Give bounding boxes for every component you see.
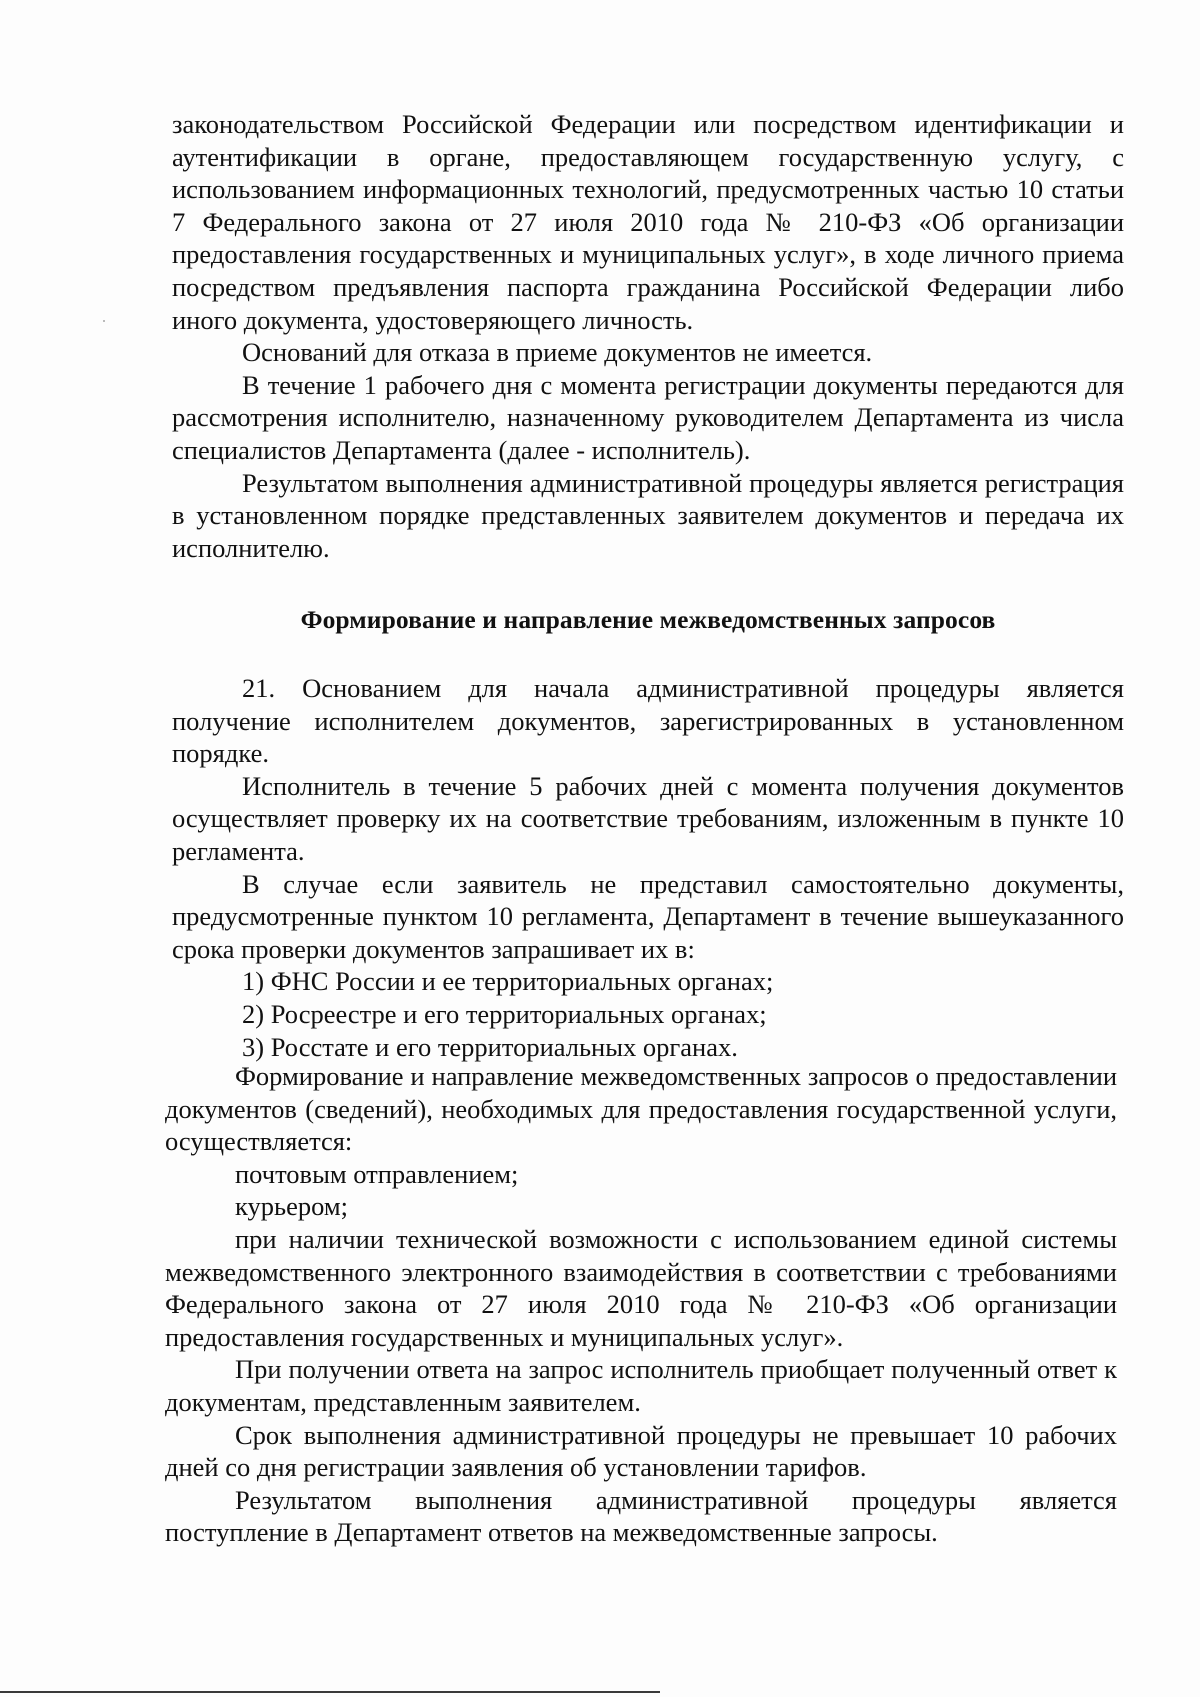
paragraph: Оснований для отказа в приеме документов не имеется. [242,337,873,368]
paragraph: В случае если заявитель не представил самостоятельно документы, предусмотренные пунктом 10 регламента, Департамент в течение вышеуказанного срока проверки документов запрашивает их в: [172,868,1124,964]
scan-speck [103,320,105,322]
paragraph: законодательством Российской Федерации или посредством идентификации и аутентификации в органе, предоставляющем государственную услугу, с использованием информационных технологий, предусмотренных частью 10 статьи 7 Федерального закона от 27 июля 2010 года № 210-ФЗ «Об организации предоставления государственных и муниципальных услуг», в ходе личного приема посредством предъявления паспорта гражданина Российской Федерации либо иного документа, удостоверяющего личность. [172,109,1124,335]
list-item: 3) Росстате и его территориальных органах. [242,1031,738,1062]
paragraph: Формирование и направление межведомственных запросов о предоставлении документов (сведений), необходимых для предоставления государственной услуги, осуществляется: [165,1061,1117,1157]
text-block-interagency-requests [172,672,1124,1063]
section-heading: Формирование и направление межведомственных запросов [300,605,996,634]
paragraph: при наличии технической возможности с использованием единой системы межведомственного электронного взаимодействия в соответствии с требованиями Федерального закона от 27 июля 2010 года № 210-ФЗ «Об организации предоставления государственных и муниципальных услуг». [165,1223,1117,1352]
paragraph: При получении ответа на запрос исполнитель приобщает полученный ответ к документам, представленным заявителем. [165,1354,1117,1417]
list-item: почтовым отправлением; [235,1158,519,1189]
list-item: 1) ФНС России и ее территориальных органах; [242,966,774,997]
paragraph: Срок выполнения административной процедуры не превышает 10 рабочих дней со дня регистрации заявления об установлении тарифов. [165,1419,1117,1483]
paragraph: Результатом выполнения административной процедуры является регистрация в установленном порядке представленных заявителем документов и передача их исполнителю. [172,467,1124,563]
paragraph: В течение 1 рабочего дня с момента регистрации документы передаются для рассмотрения исполнителю, назначенному руководителем Департамента из числа специалистов Департамента (далее - исполнитель). [172,369,1124,465]
paragraph: 21. Основанием для начала административной процедуры является получение исполнителем документов, зарегистрированных в установленном порядке. [172,673,1124,769]
list-item: курьером; [235,1191,348,1222]
paragraph: Исполнитель в течение 5 рабочих дней с момента получения документов осуществляет проверку их на соответствие требованиям, изложенным в пункте 10 регламента. [172,770,1124,866]
text-block-registration [172,108,1124,564]
scan-edge-line [0,1691,660,1693]
list-item: 2) Росреестре и его территориальных органах; [242,998,767,1029]
text-block-request-delivery [165,1060,1117,1549]
paragraph: Результатом выполнения административной процедуры является поступление в Департамент ответов на межведомственные запросы. [165,1484,1117,1548]
